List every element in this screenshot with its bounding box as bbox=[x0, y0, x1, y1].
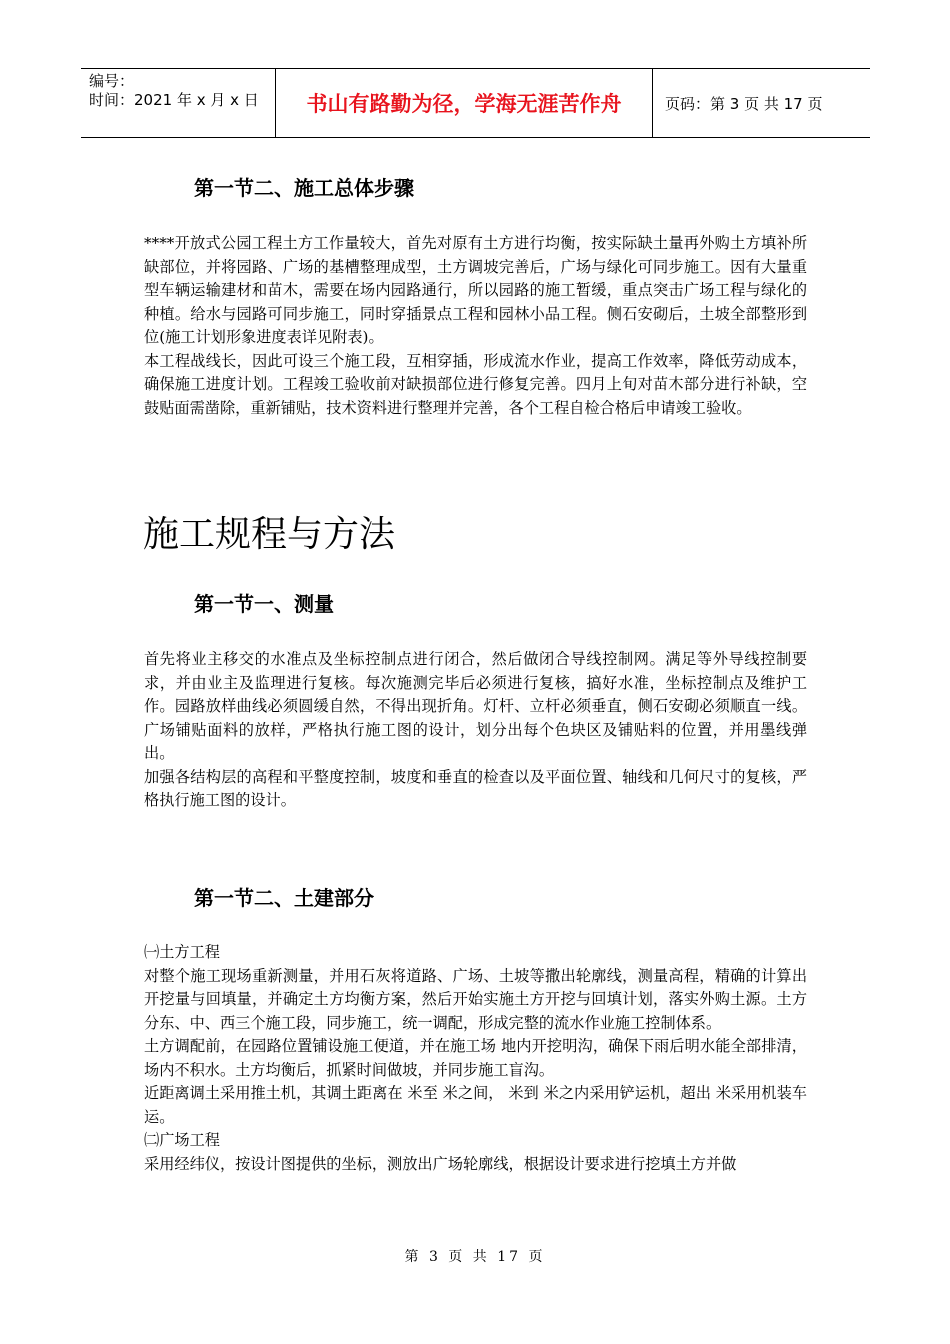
page-header-table bbox=[81, 68, 870, 138]
page-footer: 第 3 页 共 17 页 bbox=[404, 1249, 546, 1265]
section-heading-survey: 第一节一、测量 bbox=[194, 592, 334, 616]
header-left-cell bbox=[81, 69, 276, 137]
header-number-label: 编号： bbox=[89, 72, 135, 90]
section-heading-civil: 第一节二、土建部分 bbox=[194, 886, 374, 910]
paragraph: ****开放式公园工程土方工作量较大，首先对原有土方进行均衡，按实际缺土量再外购土方填补所缺部位，并将园路、广场的基槽整理成型，土方调坡完善后，广场与绿化可同步施工。因有大量重型车辆运输建材和苗木，需要在场内园路通行，所以园路的施工暂缓，重点突击广场工程与绿化的种植。给水与园路可同步施工，同时穿插景点工程和园林小品工程。侧石安砌后，土坡全部整形到位(施工计划形象进度表详见附表)。 bbox=[144, 234, 807, 346]
paragraph: 土方调配前，在园路位置铺设施工便道，并在施工场 地内开挖明沟，确保下雨后明水能全部排清，场内不积水。土方均衡后，抓紧时间做坡，并同步施工盲沟。 bbox=[144, 1037, 807, 1079]
paragraph: 近距离调土采用推土机，其调土距离在 米至 米之间， 米到 米之内采用铲运机，超出 米采用机装车运。 bbox=[144, 1084, 807, 1126]
header-motto: 书山有路勤为径，学海无涯苦作舟 bbox=[276, 69, 653, 137]
paragraph: 加强各结构层的高程和平整度控制，坡度和垂直的检查以及平面位置、轴线和几何尺寸的复核，严格执行施工图的设计。 bbox=[144, 767, 807, 809]
paragraph: 采用经纬仪，按设计图提供的坐标，测放出广场轮廓线，根据设计要求进行挖填土方并做 bbox=[144, 1154, 737, 1173]
subheading-earthwork: ㈠土方工程 bbox=[144, 943, 220, 961]
paragraph: 本工程战线长，因此可设三个施工段，互相穿插，形成流水作业，提高工作效率，降低劳动成本，确保施工进度计划。工程竣工验收前对缺损部位进行修复完善。四月上旬对苗木部分进行补缺，空鼓贴面需凿除，重新铺贴，技术资料进行整理并完善，各个工程自检合格后申请竣工验收。 bbox=[144, 351, 807, 417]
header-date: 时间：2021 年 x 月 x 日 bbox=[89, 91, 259, 109]
section-body-civil bbox=[144, 941, 807, 1176]
section-heading-overall-steps: 第一节二、施工总体步骤 bbox=[194, 176, 414, 200]
subheading-plaza: ㈡广场工程 bbox=[144, 1131, 220, 1149]
paragraph: 对整个施工现场重新测量，并用石灰将道路、广场、土坡等撒出轮廓线，测量高程，精确的计算出开挖量与回填量，并确定土方均衡方案，然后开始实施土方开挖与回填计划，落实外购土源。土方分东、中、西三个施工段，同步施工，统一调配，形成完整的流水作业施工控制体系。 bbox=[144, 966, 807, 1032]
chapter-title: 施工规程与方法 bbox=[143, 514, 396, 555]
paragraph: 首先将业主移交的水准点及坐标控制点进行闭合，然后做闭合导线控制网。满足等外导线控制要求，并由业主及监理进行复核。每次施测完毕后必须进行复核，搞好水准，坐标控制点及维护工作。园路放样曲线必须圆缓自然，不得出现折角。灯杆、立杆必须垂直，侧石安砌必须顺直一线。广场铺贴面料的放样，严格执行施工图的设计，划分出每个色块区及铺贴料的位置，并用墨线弹出。 bbox=[144, 650, 807, 762]
header-page-info: 页码：第 3 页 共 17 页 bbox=[665, 94, 823, 113]
section-body-overall-steps bbox=[144, 232, 807, 420]
section-body-survey bbox=[144, 648, 807, 813]
